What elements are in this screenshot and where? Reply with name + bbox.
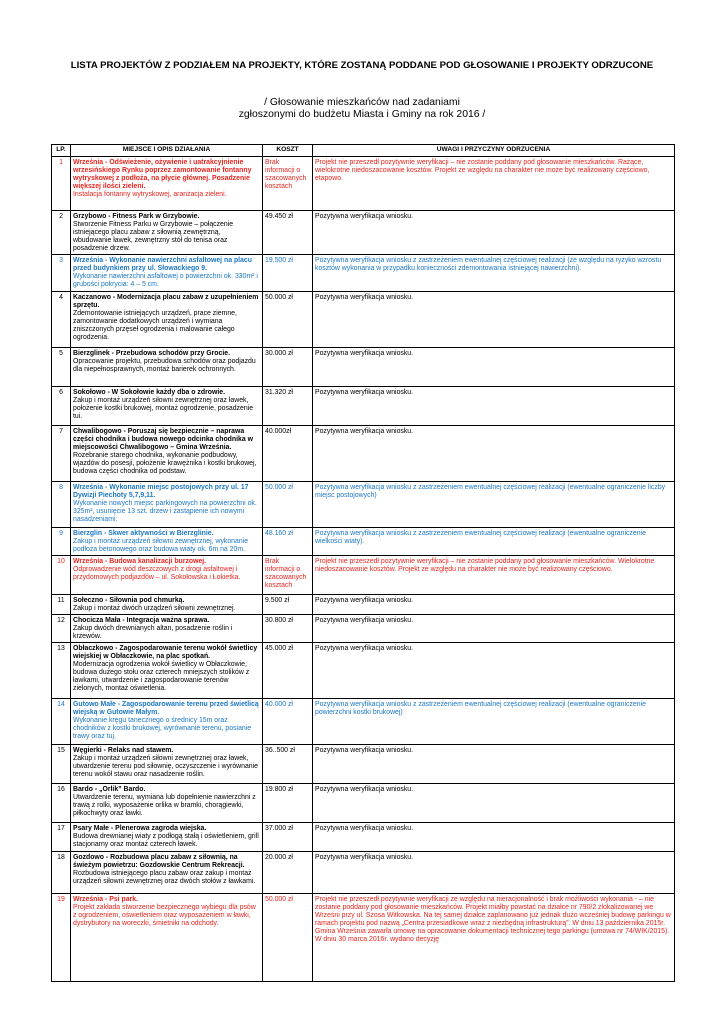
row-title: Bierzglin - Skwer aktywności w Bierzglinie. bbox=[73, 530, 214, 537]
table-row bbox=[52, 157, 675, 211]
row-description: Opracowanie projektu, przebudowa schodów oraz podjazdu dla niepełnosprawnych, montaż barierek ochronnych. bbox=[73, 358, 256, 373]
table-row bbox=[52, 595, 675, 615]
row-place bbox=[71, 157, 263, 211]
row-place bbox=[71, 556, 263, 595]
row-place bbox=[71, 595, 263, 615]
row-description: Projekt zakłada stworzenie bezpiecznego wybiegu dla psów z ogrodzeniem, oświetleniem oraz wyposażeniem w ławki, dystrybutory na woreczki, śmietniki na odchody. bbox=[73, 904, 256, 927]
row-lp: 14 bbox=[52, 699, 71, 745]
row-cost: 50.000 zł bbox=[263, 482, 313, 528]
row-cost: 19.500 zł bbox=[263, 255, 313, 292]
row-notes: Pozytywna weryfikacja wniosku z zastrzeżeniem ewentualnej częściowej realizacji (ewentualne ograniczenie wielkości wiaty). bbox=[313, 528, 675, 556]
row-description: Zakup i montaż urządzeń siłowni zewnętrznej oraz ławek, położenie kostki brukowej, montaż ogrodzenie, posadzenie tui. bbox=[73, 397, 254, 420]
row-place bbox=[71, 745, 263, 784]
row-title: Psary Małe - Plenerowa zagroda wiejska. bbox=[73, 825, 207, 832]
row-notes: Pozytywna weryfikacja wniosku z zastrzeżeniem ewentualnej częściowej realizacji (ze względu na ryzyko wzrostu kosztów wykonania w przypadku konieczności zdemontowania istniejącej nawierzchni). bbox=[313, 255, 675, 292]
row-lp: 8 bbox=[52, 482, 71, 528]
row-lp: 3 bbox=[52, 255, 71, 292]
row-description: Zakup i montaż urządzeń siłowni zewnętrznej oraz ławek, utwardzenie terenu pod siłownię, oczyszczenie i wyrównanie terenu wokół stawu oraz nasadzenie roślin. bbox=[73, 755, 258, 778]
row-lp: 12 bbox=[52, 615, 71, 643]
row-description: Wykonanie kręgu tanecznego o średnicy 15m oraz chodników z kostki brukowej, wyrównanie terenu, posianie trawy oraz tuj. bbox=[73, 717, 252, 740]
row-notes: Pozytywna weryfikacja wniosku. bbox=[313, 426, 675, 482]
table-row bbox=[52, 823, 675, 852]
row-cost: 9.500 zł bbox=[263, 595, 313, 615]
table-row bbox=[52, 528, 675, 556]
document-title: LISTA PROJEKTÓW Z PODZIAŁEM NA PROJEKTY, KTÓRE ZOSTANĄ PODDANE POD GŁOSOWANIE I PROJEKTY ODRZUCONE bbox=[70, 60, 654, 71]
row-notes: Pozytywna weryfikacja wniosku z zastrzeżeniem ewentualnej częściowej realizacji (ewentualne ograniczenie powierzchni kostki brukowej) bbox=[313, 699, 675, 745]
row-notes: Pozytywna weryfikacja wniosku. bbox=[313, 348, 675, 387]
row-description: Modernizacja ogrodzenia wokół świetlicy w Obłaczkowie, budowa dużego stołu oraz czterech mniejszych stolików z ławkami, utwardzenie i zagospodarowanie terenów zielonych, montaż oświetlenia. bbox=[73, 661, 250, 692]
row-notes: Pozytywna weryfikacja wniosku. bbox=[313, 823, 675, 852]
row-cost: 49.450 zł bbox=[263, 211, 313, 255]
row-place bbox=[71, 348, 263, 387]
table-row bbox=[52, 852, 675, 894]
row-description: Zakup dwóch drewnianych altan, posadzenie roślin i krzewów. bbox=[73, 625, 233, 640]
row-description: Zakup i montaż dwóch urządzeń siłowni zewnętrznej. bbox=[73, 605, 236, 612]
row-title: Grzybowo - Fitness Park w Grzybowie. bbox=[73, 213, 200, 220]
row-place bbox=[71, 852, 263, 894]
table-header-row bbox=[52, 145, 675, 157]
row-lp: 19 bbox=[52, 894, 71, 982]
row-cost: 50.000 zł bbox=[263, 894, 313, 982]
row-description: Instalacja fontanny wytryskowej, aranżacja zieleni. bbox=[73, 191, 227, 198]
subtitle-line-2: zgłoszonymi do budżetu Miasta i Gminy na rok 2016 / bbox=[238, 109, 486, 120]
row-cost: 36..500 zł bbox=[263, 745, 313, 784]
row-title: Września - Wykonanie miejsc postojowych przy ul. 17 Dywizji Piechoty 5,7,9,11. bbox=[73, 484, 249, 499]
row-description: Odprowadzenie wód deszczowych z drogi asfaltowej i przydomowych podjazdów – ul. Sokołowska i Łokietka. bbox=[73, 566, 241, 581]
row-description: Stworzenie Fitness Parku w Grzybowie – połączenie istniejącego placu zabaw z siłownią zewnętrzną, wbudowanie ławek, zewnętrzny stół do tenisa oraz posadzenie drzew. bbox=[73, 221, 234, 252]
row-title: Bierzglinek - Przebudowa schodów przy Grocie. bbox=[73, 350, 230, 357]
table-row bbox=[52, 292, 675, 348]
row-description: Utwardzenie terenu, wymiana lub dopełnienie nawierzchni z trawą z rolki, wyposażenie orlika w bramki, chorągiewki, piłkochwyty oraz ławki. bbox=[73, 794, 256, 817]
row-description: Rozbudowa istniejącego placu zabaw oraz zakup i montaż urządzeń siłowni zewnętrznej oraz dwóch stołów z ławkami. bbox=[73, 870, 256, 885]
row-place bbox=[71, 528, 263, 556]
table-row bbox=[52, 894, 675, 982]
row-title: Września - Odświeżenie, ożywienie i uatrakcyjnienie wrzesińskiego Rynku poprzez zamontowanie fontanny wytryskowej z podłoża, na płycie głównej. Posadzenie większej ilości zieleni. bbox=[73, 159, 252, 190]
row-notes: Pozytywna weryfikacja wniosku. bbox=[313, 745, 675, 784]
row-lp: 7 bbox=[52, 426, 71, 482]
row-lp: 5 bbox=[52, 348, 71, 387]
row-cost: 40.000 zł bbox=[263, 699, 313, 745]
row-lp: 1 bbox=[52, 157, 71, 211]
row-lp: 15 bbox=[52, 745, 71, 784]
table-row bbox=[52, 615, 675, 643]
table-row bbox=[52, 387, 675, 426]
row-title: Gutowo Małe - Zagospodarowanie terenu przed świetlicą wiejską w Gutowie Małym. bbox=[73, 701, 259, 716]
row-place bbox=[71, 823, 263, 852]
row-notes: Projekt nie przeszedł pozytywnie weryfikacji – nie zostanie poddany pod głosowanie mieszkańców. Rażące, wielokrotne niedoszacowanie kosztów. Projekt ze względu na charakter nie może być realizowany częściowo, etapowo. bbox=[313, 157, 675, 211]
row-description: Zakup i montaż urządzeń siłowni zewnętrznej, wykonanie podłoża betonowego oraz budowa wiaty ok. 6m na 20m. bbox=[73, 538, 249, 553]
row-cost: 31.320 zł bbox=[263, 387, 313, 426]
row-title: Sokołowo - W Sokołowie każdy dba o zdrowie. bbox=[73, 389, 225, 396]
row-cost: 30.800 zł bbox=[263, 615, 313, 643]
row-description: Budowa drewnianej wiaty z podłogą stałą i oświetleniem, grill stacjonarny oraz montaż czterech ławek. bbox=[73, 833, 259, 848]
row-lp: 6 bbox=[52, 387, 71, 426]
row-notes: Pozytywna weryfikacja wniosku. bbox=[313, 643, 675, 699]
row-lp: 10 bbox=[52, 556, 71, 595]
row-place bbox=[71, 615, 263, 643]
row-notes: Pozytywna weryfikacja wniosku. bbox=[313, 292, 675, 348]
row-cost: 19.800 zł bbox=[263, 784, 313, 823]
row-place bbox=[71, 426, 263, 482]
row-lp: 9 bbox=[52, 528, 71, 556]
row-lp: 2 bbox=[52, 211, 71, 255]
row-description: Rozebranie starego chodnika, wykonanie podbudowy, wjazdów do posesji, położenie krawężnika i kostki brukowej, budowa części chodnika od podstaw. bbox=[73, 452, 257, 475]
row-title: Sołeczno - Siłownia pod chmurką. bbox=[73, 597, 185, 604]
row-title: Węgierki - Relaks nad stawem. bbox=[73, 747, 174, 754]
row-cost: 30.000 zł bbox=[263, 348, 313, 387]
document-subtitle bbox=[0, 97, 724, 121]
table-row bbox=[52, 643, 675, 699]
header-cost: KOSZT bbox=[263, 145, 313, 157]
row-description: Zdemontowanie istniejących urządzeń, prace ziemne, zamontowanie dodatkowych urządzeń i wymiana zniszczonych przęseł ogrodzenia i malowanie całego ogrodzenia. bbox=[73, 310, 237, 341]
row-cost: 48.160 zł bbox=[263, 528, 313, 556]
row-lp: 17 bbox=[52, 823, 71, 852]
row-title: Kaczanowo - Modernizacja placu zabaw z uzupełnieniem sprzętu. bbox=[73, 294, 259, 309]
row-place bbox=[71, 292, 263, 348]
row-title: Chwalibogowo - Poruszaj się bezpiecznie – naprawa części chodnika i budowa nowego odcinka chodnika w miejscowości Chwalibogowo – Gmina Września. bbox=[73, 428, 253, 451]
row-lp: 4 bbox=[52, 292, 71, 348]
table-row bbox=[52, 482, 675, 528]
row-notes: Pozytywna weryfikacja wniosku. bbox=[313, 784, 675, 823]
row-cost: Brak informacji o szacowanych kosztach bbox=[263, 157, 313, 211]
row-notes: Pozytywna weryfikacja wniosku z zastrzeżeniem ewentualnej częściowej realizacji (ewentualne ograniczenie liczby miejsc postojowych) bbox=[313, 482, 675, 528]
row-place bbox=[71, 255, 263, 292]
row-place bbox=[71, 211, 263, 255]
header-place: MIEJSCE I OPIS DZIAŁANIA bbox=[71, 145, 263, 157]
table-row bbox=[52, 426, 675, 482]
table-row bbox=[52, 784, 675, 823]
table-row bbox=[52, 556, 675, 595]
row-lp: 11 bbox=[52, 595, 71, 615]
row-title: Września - Budowa kanalizacji burzowej. bbox=[73, 558, 207, 565]
row-place bbox=[71, 894, 263, 982]
row-place bbox=[71, 784, 263, 823]
subtitle-line-1: / Głosowanie mieszkańców nad zadaniami bbox=[264, 97, 460, 108]
row-cost: 45.000 zł bbox=[263, 643, 313, 699]
row-notes: Pozytywna weryfikacja wniosku. bbox=[313, 211, 675, 255]
row-cost: 37.000 zł bbox=[263, 823, 313, 852]
table-row bbox=[52, 699, 675, 745]
table-row bbox=[52, 211, 675, 255]
row-cost: 50.000 zł bbox=[263, 292, 313, 348]
row-cost: Brak informacji o szacowanych kosztach bbox=[263, 556, 313, 595]
row-cost: 20.000 zł bbox=[263, 852, 313, 894]
row-description: Wykonanie nawierzchni asfaltowej o powierzchni ok. 330m² i grubości pokrycia: 4 – 5 cm. bbox=[73, 273, 258, 288]
row-title: Gozdowo - Rozbudowa placu zabaw z siłownią, na świeżym powietrzu: Gozdowskie Centrum Rekreacji. bbox=[73, 854, 245, 869]
row-place bbox=[71, 699, 263, 745]
row-notes: Pozytywna weryfikacja wniosku. bbox=[313, 387, 675, 426]
projects-table bbox=[51, 144, 675, 982]
row-title: Obłaczkowo - Zagospodarowanie terenu wokół świetlicy wiejskiej w Obłaczkowie, na plac spotkań. bbox=[73, 645, 258, 660]
row-notes: Pozytywna weryfikacja wniosku. bbox=[313, 615, 675, 643]
row-title: Września - Psi park. bbox=[73, 896, 138, 903]
row-lp: 18 bbox=[52, 852, 71, 894]
row-lp: 13 bbox=[52, 643, 71, 699]
header-lp: LP. bbox=[52, 145, 71, 157]
table-row bbox=[52, 745, 675, 784]
row-lp: 16 bbox=[52, 784, 71, 823]
row-place bbox=[71, 482, 263, 528]
row-description: Wykonanie nowych miejsc parkingowych na powierzchni ok. 325m², usunięcie 13 szt. drzew i zastąpienie ich nowymi nasadzeniami. bbox=[73, 500, 257, 523]
row-title: Chocicza Mała - Integracja ważna sprawa. bbox=[73, 617, 210, 624]
row-cost: 40.000zł bbox=[263, 426, 313, 482]
row-notes: Projekt nie przeszedł pozytywnie weryfikacji – nie zostanie poddany pod głosowanie mieszkańców. Wielokrotne niedoszacowanie kosztów. Projekt ze względu na charakter nie może być realizowany częściowo. bbox=[313, 556, 675, 595]
row-title: Bardo - „Orlik” Bardo. bbox=[73, 786, 146, 793]
table-row bbox=[52, 348, 675, 387]
row-place bbox=[71, 387, 263, 426]
table-row bbox=[52, 255, 675, 292]
row-title: Września - Wykonanie nawierzchni asfaltowej na placu przed budynkiem przy ul. Słowackiego 9. bbox=[73, 257, 252, 272]
row-notes: Pozytywna weryfikacja wniosku. bbox=[313, 595, 675, 615]
row-notes: Projekt nie przeszedł pozytywnie weryfikacji ze względu na nieracjonalność i brak możliwości wykonania - – nie zostanie poddany pod głosowanie mieszkańców. Projekt miałby powstać na działce nr 790/2 zlokalizowanej we Wrześni przy ul. Szosa Witkowska. Na tej samej działce zaplanowano już jednak dużo wcześniej budowę parkingu w ramach projektu pod nazwą „Centra przesiadkowe wraz z niezbędną infrastrukturą”. W dniu 13 października 2015r. Gmina Września zawarła umowę na opracowanie dokumentacji technicznej tego parkingu (umowa nr 74/WIK/2015). W dniu 30 marca 2016r. wydano decyzję bbox=[313, 894, 675, 982]
header-notes: UWAGI I PRZYCZYNY ODRZUCENIA bbox=[313, 145, 675, 157]
row-notes: Pozytywna weryfikacja wniosku. bbox=[313, 852, 675, 894]
row-place bbox=[71, 643, 263, 699]
